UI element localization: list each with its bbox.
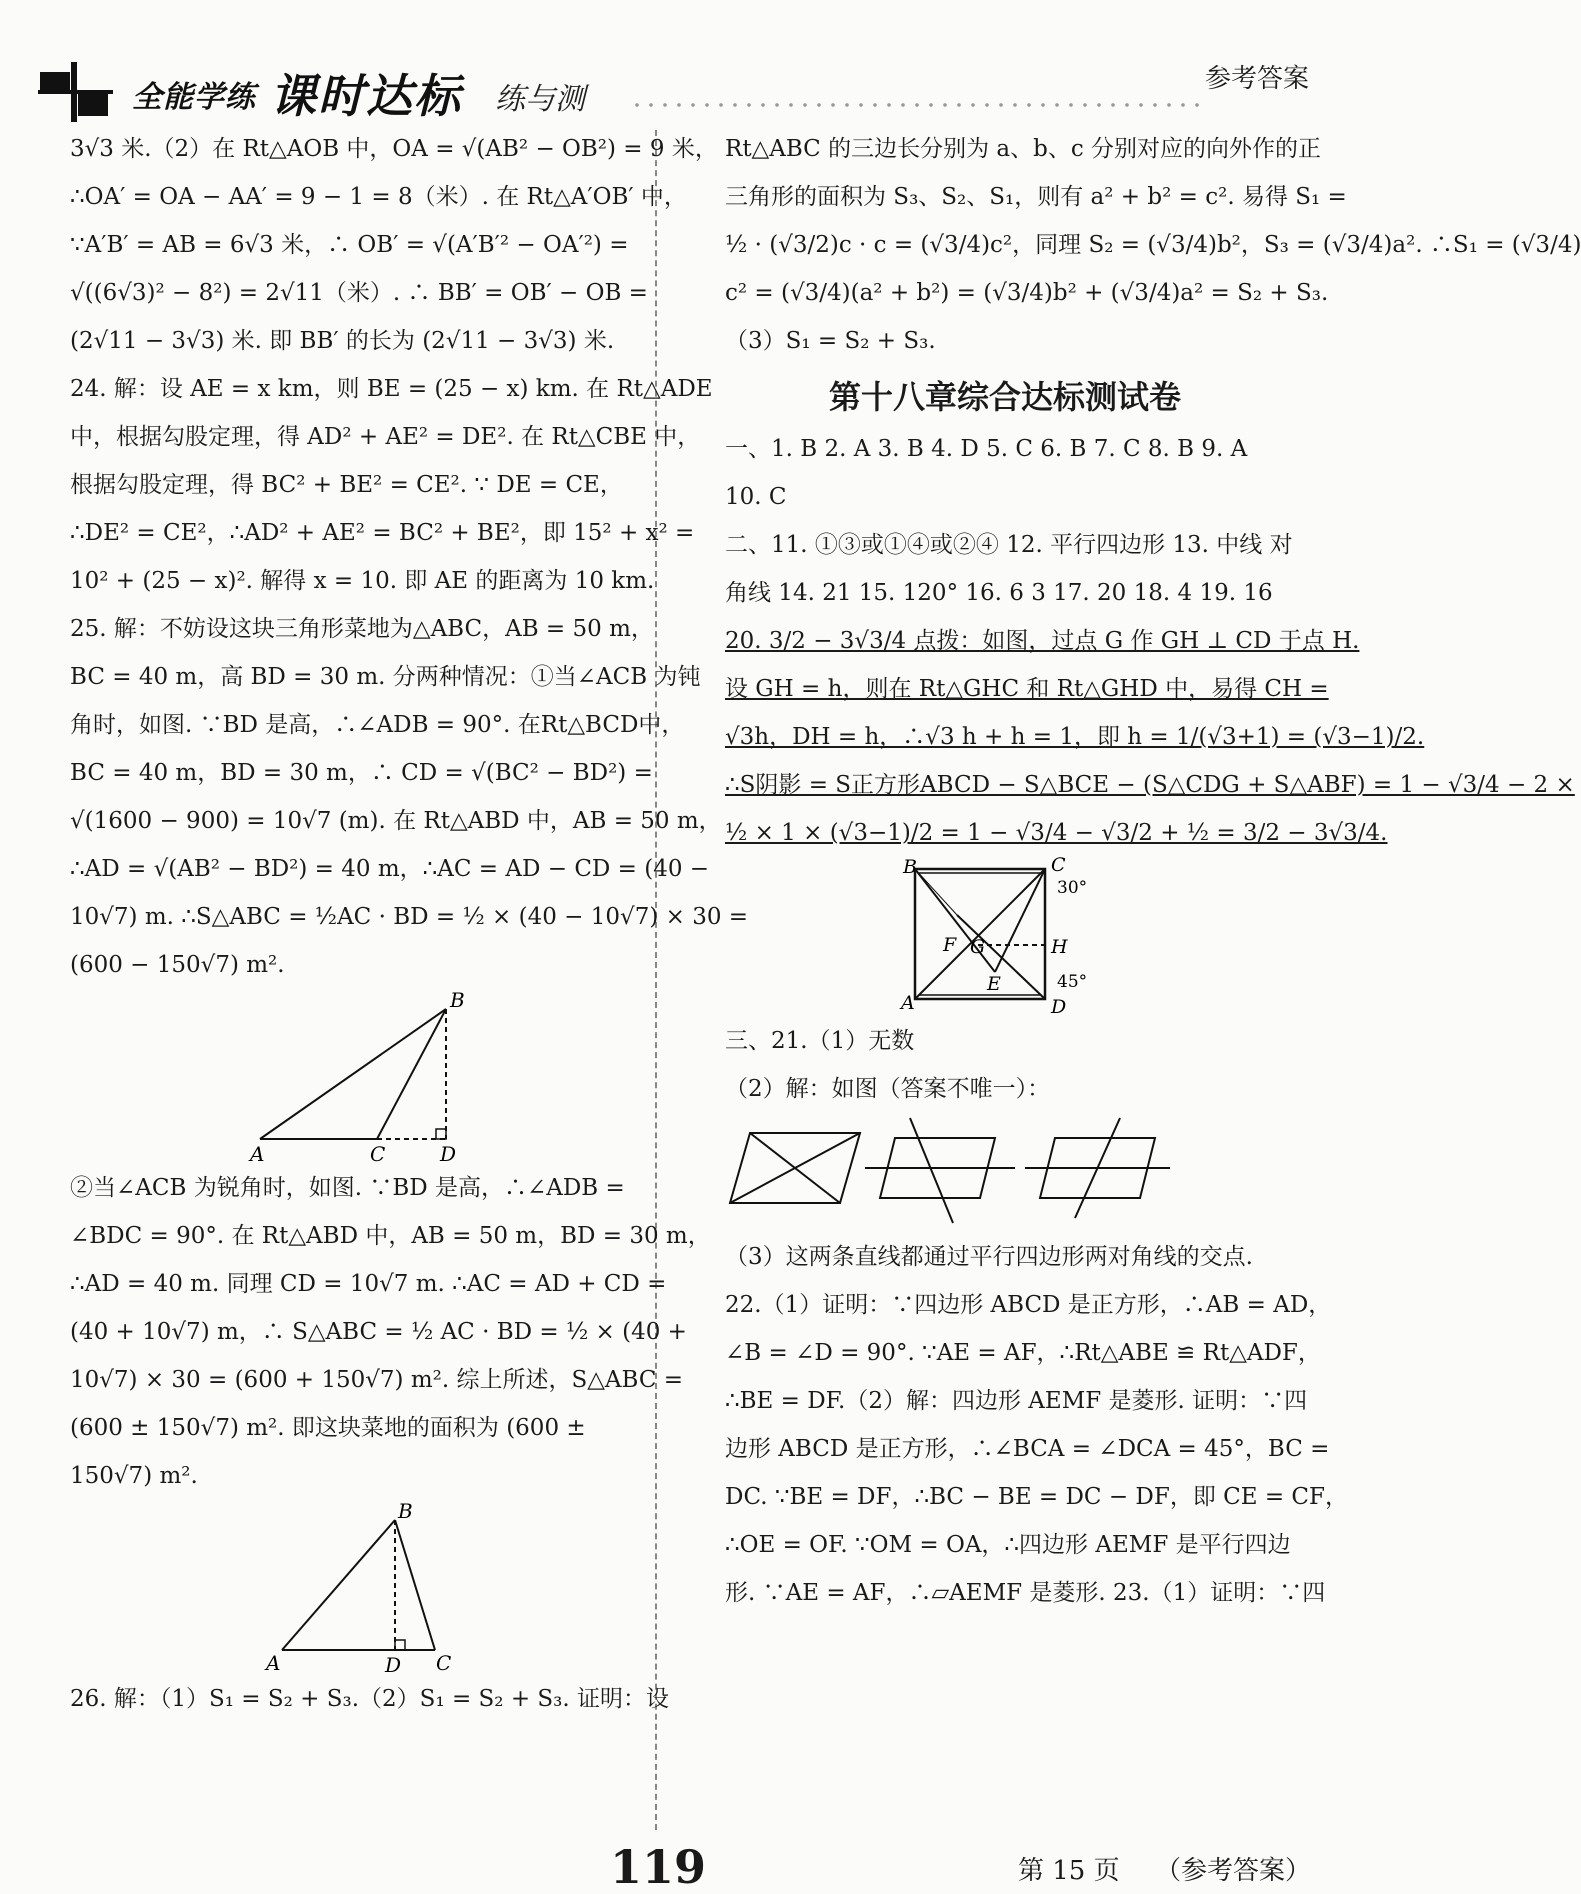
label-b: B — [903, 856, 917, 878]
text-line: ∴AD = 40 m. 同理 CD = 10√7 m. ∴AC = AD + CD = — [70, 1271, 667, 1297]
text-line: 三、21.（1）无数 — [725, 1028, 915, 1054]
label-h: H — [1051, 936, 1068, 958]
figure-obtuse-triangle — [70, 989, 625, 1164]
text-line: ∵A′B′ = AB = 6√3 米，∴ OB′ = √(A′B′² − OA′²) = — [70, 232, 629, 258]
q20-line: √3h，DH = h，∴√3 h + h = 1，即 h = 1/(√3+1) = (√3−1)/2. — [725, 724, 1425, 750]
text-line: 26. 解：（1）S₁ = S₂ + S₃.（2）S₁ = S₂ + S₃. 证明：设 — [70, 1686, 670, 1712]
label-a: A — [250, 1142, 265, 1166]
text-line: ②当∠ACB 为锐角时，如图. ∵BD 是高，∴∠ADB = — [70, 1175, 625, 1201]
angle-30-label: 30° — [1057, 878, 1088, 898]
series-subtitle: 练与测 — [495, 82, 585, 117]
text-line: ∴OE = OF. ∵OM = OA，∴四边形 AEMF 是平行四边 — [725, 1532, 1291, 1558]
label-c: C — [370, 1142, 386, 1166]
text-line: 25. 解：不妨设这块三角形菜地为△ABC，AB = 50 m， — [70, 616, 654, 642]
text-line: （2）解：如图（答案不唯一）： — [725, 1076, 1051, 1102]
label-a: A — [266, 1651, 281, 1675]
label-d: D — [1051, 996, 1067, 1018]
text-line: (600 ± 150√7) m². 即这块菜地的面积为 (600 ± — [70, 1415, 586, 1441]
chapter-title: 第十八章综合达标测试卷 — [828, 378, 1181, 416]
series-title: 课时达标 — [270, 69, 462, 123]
answer-line: 一、1. B 2. A 3. B 4. D 5. C 6. B 7. C 8. B 9. A — [725, 436, 1248, 462]
text-line: ∴BE = DF.（2）解：四边形 AEMF 是菱形. 证明：∵四 — [725, 1388, 1308, 1414]
header-right-label: 参考答案 — [1205, 64, 1310, 94]
text-line: 角时，如图. ∵BD 是高，∴∠ADB = 90°. 在Rt△BCD中， — [70, 712, 685, 738]
text-line: （3）这两条直线都通过平行四边形两对角线的交点. — [725, 1244, 1253, 1270]
label-c: C — [1051, 854, 1066, 876]
logo-icon — [38, 62, 113, 122]
text-line: 3√3 米.（2）在 Rt△AOB 中，OA = √(AB² − OB²) = 9 米， — [70, 136, 718, 162]
header-dots — [630, 100, 1200, 110]
answer-line: 角线 14. 21 15. 120° 16. 6 3 17. 20 18. 4 19. 16 — [725, 580, 1273, 606]
q20-line: ∴S阴影 = S正方形ABCD − S△BCE − (S△CDG + S△ABF) = 1 − √3/4 − 2 × — [725, 772, 1575, 798]
text-line: 10√7) × 30 = (600 + 150√7) m². 综上所述，S△ABC = — [70, 1367, 684, 1393]
text-line: (40 + 10√7) m，∴ S△ABC = ½ AC · BD = ½ × (40 + — [70, 1319, 687, 1345]
label-b: B — [450, 988, 465, 1012]
text-line: DC. ∵BE = DF，∴BC − BE = DC − DF，即 CE = CF， — [725, 1484, 1348, 1510]
brand-name: 全能学练 — [132, 80, 256, 115]
text-line: ∴OA′ = OA − AA′ = 9 − 1 = 8（米）. 在 Rt△A′OB′ 中， — [70, 184, 687, 210]
page-number: 119 — [610, 1840, 707, 1894]
label-a: A — [901, 992, 915, 1014]
text-line: ∴DE² = CE²，∴AD² + AE² = BC² + BE²，即 15² + x² = — [70, 520, 695, 546]
label-d: D — [385, 1653, 402, 1677]
page-label: 第 15 页 — [1018, 1856, 1120, 1886]
answer-line: 二、11. ①③或①④或②④ 12. 平行四边形 13. 中线 对 — [725, 532, 1293, 558]
figure-parallelograms — [725, 1113, 1285, 1233]
text-line: 根据勾股定理，得 BC² + BE² = CE². ∵ DE = CE， — [70, 472, 623, 498]
page-header — [0, 0, 1310, 125]
q20-line: 20. 3/2 − 3√3/4 点拨：如图，过点 G 作 GH ⊥ CD 于点 H. — [725, 628, 1360, 654]
text-line: ∠B = ∠D = 90°. ∵AE = AF，∴Rt△ABE ≌ Rt△ADF， — [725, 1340, 1321, 1366]
text-line: 形. ∵AE = AF，∴▱AEMF 是菱形. 23.（1）证明：∵四 — [725, 1580, 1326, 1606]
text-line: ∴AD = √(AB² − BD²) = 40 m，∴AC = AD − CD = (40 − — [70, 856, 710, 882]
text-line: 中，根据勾股定理，得 AD² + AE² = DE². 在 Rt△CBE 中， — [70, 424, 701, 450]
text-line: 22.（1）证明：∵四边形 ABCD 是正方形，∴AB = AD， — [725, 1292, 1332, 1318]
label-g: G — [970, 936, 986, 958]
text-line: 150√7) m². — [70, 1463, 198, 1489]
q20-line: ½ × 1 × (√3−1)/2 = 1 − √3/4 − √3/2 + ½ = 3/2 − 3√3/4. — [725, 820, 1388, 846]
q20-line: 设 GH = h，则在 Rt△GHC 和 Rt△GHD 中，易得 CH = — [725, 676, 1329, 702]
text-line: √((6√3)² − 8²) = 2√11（米）. ∴ BB′ = OB′ − OB = — [70, 280, 648, 306]
figure-acute-triangle — [70, 1500, 625, 1675]
text-line: (2√11 − 3√3) 米. 即 BB′ 的长为 (2√11 − 3√3) 米. — [70, 328, 615, 354]
label-c: C — [436, 1651, 452, 1675]
left-column — [70, 125, 749, 1723]
figure-square — [725, 854, 1285, 1018]
text-line: 10√7) m. ∴S△ABC = ½AC · BD = ½ × (40 − 10√7) × 30 = — [70, 904, 749, 930]
label-b: B — [398, 1499, 413, 1523]
label-d: D — [440, 1142, 457, 1166]
text-line: 10² + (25 − x)². 解得 x = 10. 即 AE 的距离为 10 km. — [70, 568, 655, 594]
text-line: c² = (√3/4)(a² + b²) = (√3/4)b² + (√3/4)a² = S₂ + S₃. — [725, 280, 1329, 306]
text-line: 24. 解：设 AE = x km，则 BE = (25 − x) km. 在 Rt△ADE — [70, 376, 713, 402]
text-line: 边形 ABCD 是正方形，∴∠BCA = ∠DCA = 45°，BC = — [725, 1436, 1330, 1462]
text-line: ∠BDC = 90°. 在 Rt△ABD 中，AB = 50 m，BD = 30 m， — [70, 1223, 711, 1249]
text-line: Rt△ABC 的三边长分别为 a、b、c 分别对应的向外作的正 — [725, 136, 1322, 162]
text-line: 三角形的面积为 S₃、S₂、S₁，则有 a² + b² = c². 易得 S₁ = — [725, 184, 1347, 210]
text-line: BC = 40 m，高 BD = 30 m. 分两种情况：①当∠ACB 为钝 — [70, 664, 701, 690]
angle-45-label: 45° — [1057, 972, 1088, 992]
right-column — [725, 125, 1581, 1617]
label-f: F — [943, 934, 957, 956]
answer-label: （参考答案） — [1155, 1856, 1312, 1886]
text-line: BC = 40 m，BD = 30 m，∴ CD = √(BC² − BD²) = — [70, 760, 653, 786]
text-line: (600 − 150√7) m². — [70, 952, 285, 978]
text-line: ½ · (√3/2)c · c = (√3/4)c²，同理 S₂ = (√3/4)b²，S₃ = (√3/4)a². ∴S₁ = (√3/4) — [725, 232, 1581, 258]
text-line: （3）S₁ = S₂ + S₃. — [725, 328, 936, 354]
text-line: √(1600 − 900) = 10√7 (m). 在 Rt△ABD 中，AB = 50 m， — [70, 808, 722, 834]
label-e: E — [987, 973, 1001, 995]
answer-line: 10. C — [725, 484, 787, 510]
